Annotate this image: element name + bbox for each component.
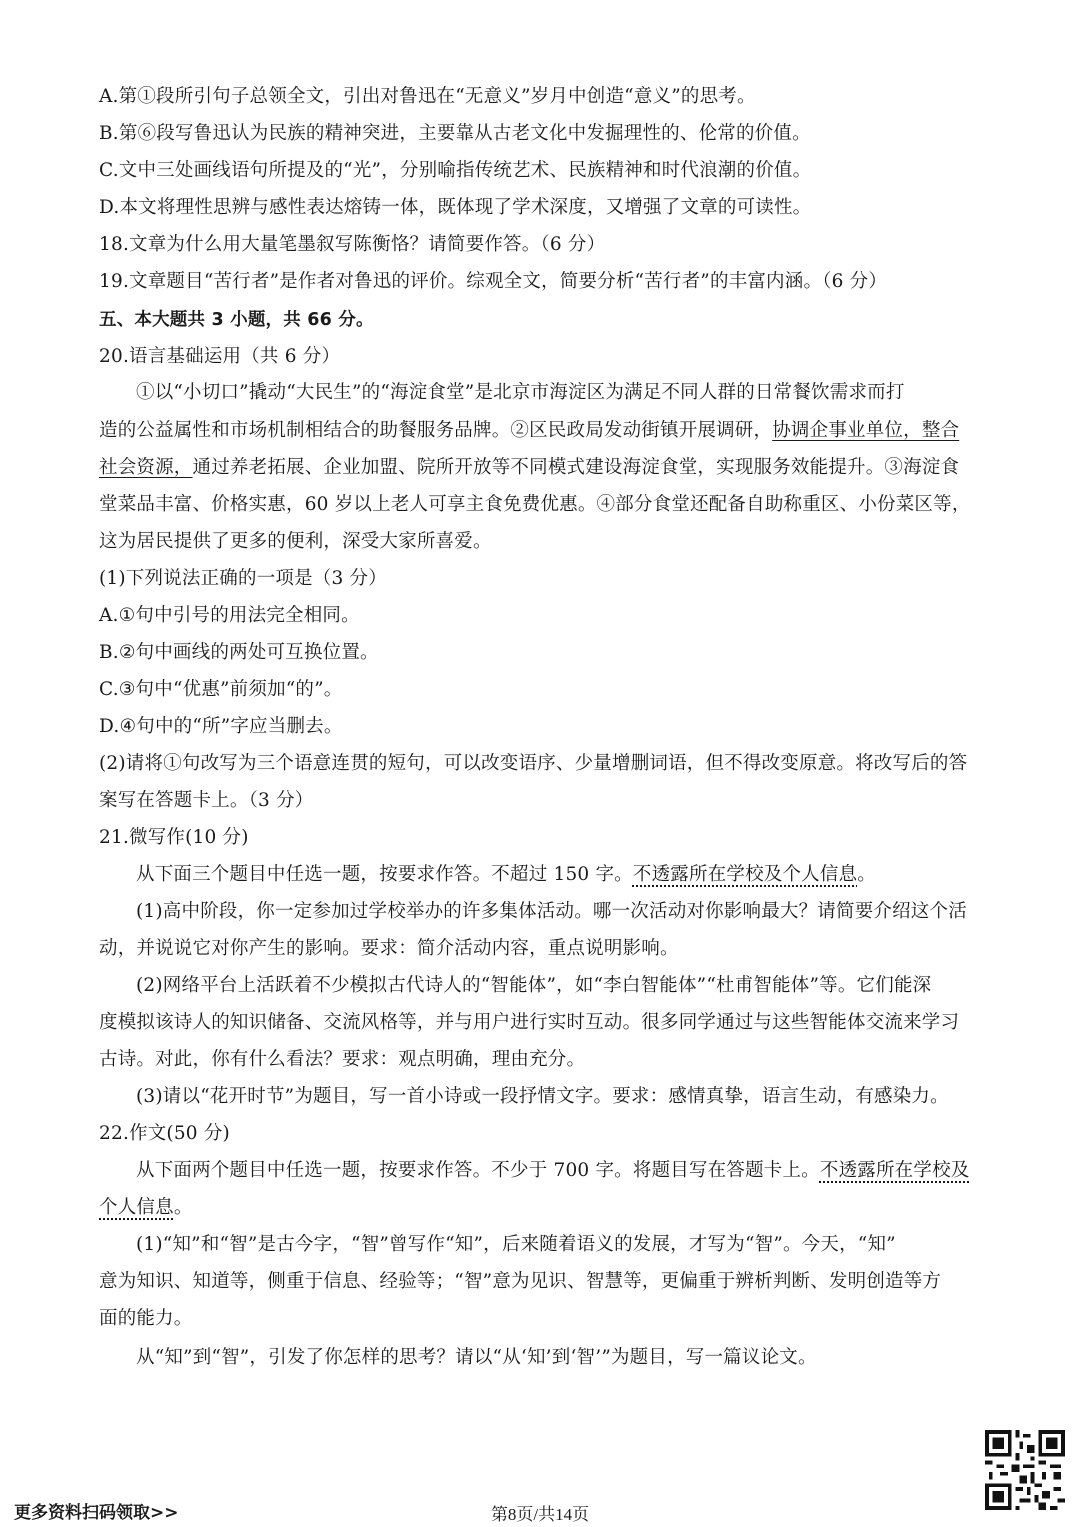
prompt-21-2-line-3: 古诗。对此，你有什么看法？要求：观点明确，理由充分。 [99,1049,586,1070]
prompt-22-1-task: 从“知”到“智”，引发了你怎样的思考？请以“从‘知’到‘智’”为题目，写一篇议论文。 [136,1347,817,1368]
instruction-end: 。 [857,864,876,885]
qr-code-icon [985,1430,1065,1510]
page-number: 第8页/共14页 [490,1505,590,1524]
underlined-phrase: 协调企事业单位，整合 [772,420,960,441]
instruction-text: 从下面三个题目中任选一题，按要求作答。不超过 150 字。 [136,864,633,885]
instruction-end: 。 [173,1197,193,1218]
option-a-17: A.第①段所引句子总领全文，引出对鲁迅在“无意义”岁月中创造“意义”的思考。 [99,86,756,107]
footer-qr-prompt: 更多资料扫码领取>> [14,1503,179,1523]
question-20-2-line-2: 案写在答题卡上。（3 分） [99,790,314,811]
prompt-21-2-line-1: (2)网络平台上活跃着不少模拟古代诗人的“智能体”，如“李白智能体”“杜甫智能体”等。它们能深 [136,975,932,996]
prompt-21-1-line-2: 动，并说说它对你产生的影响。要求：简介活动内容，重点说明影响。 [99,938,679,959]
option-b-20: B.②句中画线的两处可互换位置。 [99,642,379,663]
question-21-instruction [136,862,989,888]
question-22-heading: 22.作文(50 分) [99,1123,230,1144]
passage-text: 通过养老拓展、企业加盟、院所开放等不同模式建设海淀食堂，实现服务效能提升。③海淀食 [192,457,960,478]
passage-line-3 [99,455,989,481]
emphasis-dotted: 不透露所在学校及 [819,1160,970,1181]
question-18: 18.文章为什么用大量笔墨叙写陈衡恪？请简要作答。（6 分） [99,234,606,255]
prompt-21-3: (3)请以“花开时节”为题目，写一首小诗或一段抒情文字。要求：感情真挚，语言生动，有感染力。 [136,1086,949,1107]
section-five-heading: 五、本大题共 3 小题，共 66 分。 [99,310,374,330]
passage-line-2 [99,418,989,444]
passage-text: 造的公益属性和市场机制相结合的助餐服务品牌。②区民政局发动街镇开展调研， [99,420,773,441]
prompt-22-1-line-3: 面的能力。 [99,1308,193,1329]
question-21-heading: 21.微写作(10 分) [99,827,249,848]
prompt-22-1-line-1: (1)“知”和“智”是古今字，“智”曾写作“知”，后来随着语义的发展，才写为“智”。今天，“知” [136,1234,896,1255]
option-d-20: D.④句中的“所”字应当删去。 [99,716,343,737]
option-c-17: C.文中三处画线语句所提及的“光”，分别喻指传统艺术、民族精神和时代浪潮的价值。 [99,160,812,181]
underlined-phrase: 社会资源， [99,457,193,478]
question-19: 19.文章题目“苦行者”是作者对鲁迅的评价。综观全文，简要分析“苦行者”的丰富内涵。（6 分） [99,271,888,292]
prompt-22-1-line-2: 意为知识、知道等，侧重于信息、经验等；“智”意为见识、智慧等，更偏重于辨析判断、发明创造等方 [99,1271,942,1292]
option-c-20: C.③句中“优惠”前须加“的”。 [99,679,343,700]
question-20-2-line-1: (2)请将①句改写为三个语意连贯的短句，可以改变语序、少量增删词语，但不得改变原意。将改写后的答 [99,753,968,774]
emphasis-dotted: 不透露所在学校及个人信息 [632,864,858,885]
passage-line-1: ①以“小切口”撬动“大民生”的“海淀食堂”是北京市海淀区为满足不同人群的日常餐饮需求而打 [136,382,905,403]
option-a-20: A.①句中引号的用法完全相同。 [99,605,360,626]
emphasis-dotted: 个人信息 [99,1197,174,1218]
question-22-instruction-line-2 [99,1195,989,1221]
passage-line-4: 堂菜品丰富、价格实惠，60 岁以上老人可享主食免费优惠。④部分食堂还配备自助称重区、小份菜区等， [99,494,971,515]
qr-code-image[interactable] [985,1430,1065,1510]
instruction-text: 从下面两个题目中任选一题，按要求作答。不少于 700 字。将题目写在答题卡上。 [136,1160,820,1181]
question-22-instruction-line-1 [136,1158,989,1184]
option-d-17: D.本文将理性思辨与感性表达熔铸一体，既体现了学术深度，又增强了文章的可读性。 [99,197,812,218]
question-20-heading: 20.语言基础运用（共 6 分） [99,346,341,367]
question-20-1: (1)下列说法正确的一项是（3 分） [99,568,387,589]
prompt-21-2-line-2: 度模拟该诗人的知识储备、交流风格等，并与用户进行实时互动。很多同学通过与这些智能体交流来学习 [99,1012,960,1033]
prompt-21-1-line-1: (1)高中阶段，你一定参加过学校举办的许多集体活动。哪一次活动对你影响最大？请简要介绍这个活 [136,901,967,922]
passage-line-5: 这为居民提供了更多的便利，深受大家所喜爱。 [99,531,492,552]
option-b-17: B.第⑥段写鲁迅认为民族的精神突进，主要靠从古老文化中发掘理性的、伦常的价值。 [99,123,811,144]
